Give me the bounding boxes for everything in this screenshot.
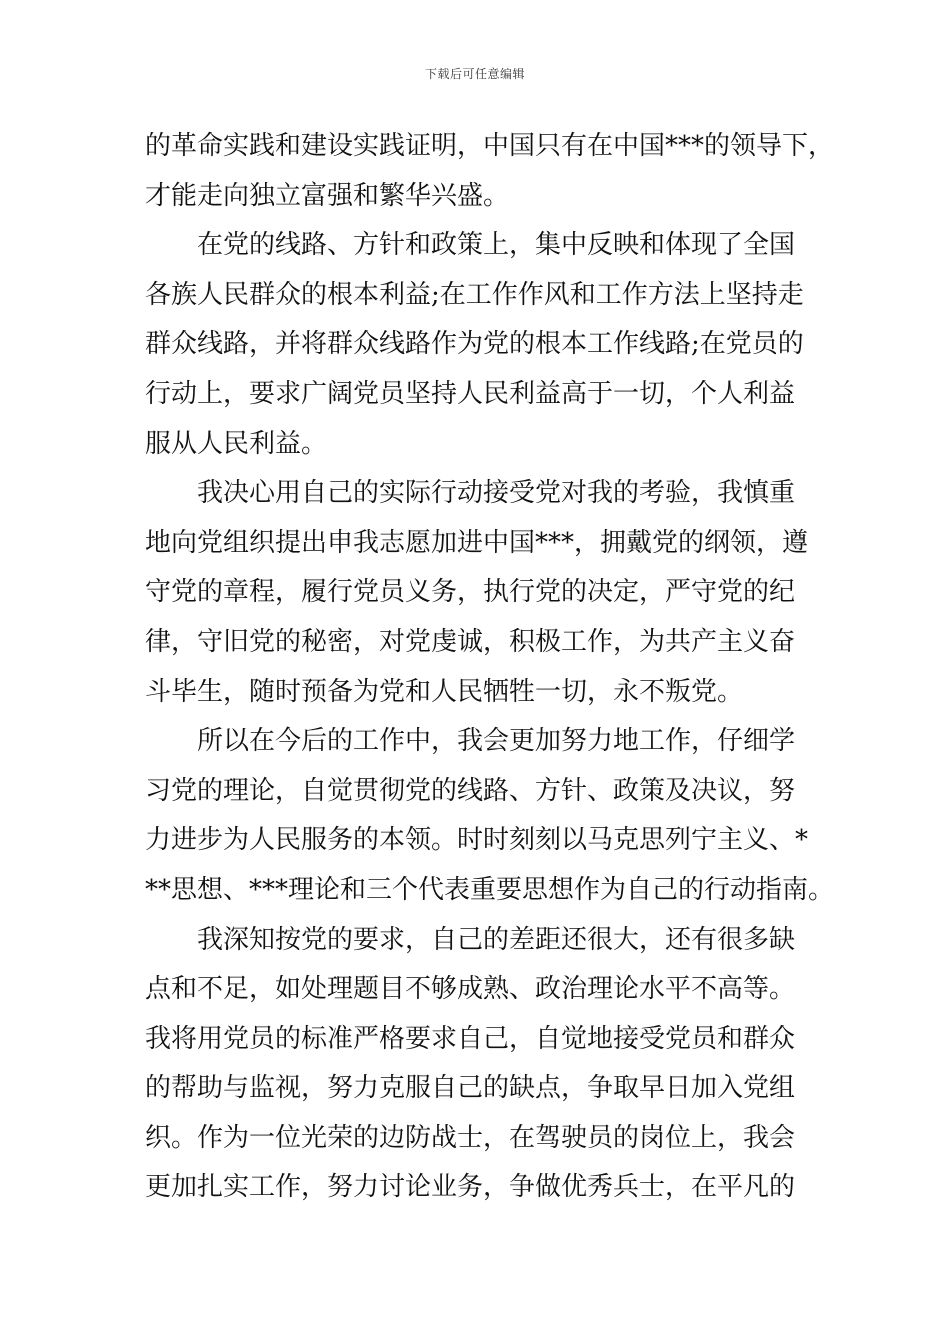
body-text bbox=[145, 122, 835, 1213]
text-line: 各族人民群众的根本利益;在工作作风和工作方法上坚持走 bbox=[145, 279, 804, 310]
text-line: 行动上，要求广阔党员坚持人民利益高于一切，个人利益 bbox=[145, 378, 796, 409]
text-line: 才能走向独立富强和繁华兴盛。 bbox=[145, 180, 510, 211]
text-line: 在党的线路、方针和政策上，集中反映和体现了全国 bbox=[145, 230, 796, 261]
text-line: 的帮助与监视，努力克服自己的缺点，争取早日加入党组 bbox=[145, 1073, 796, 1104]
text-line: **思想、***理论和三个代表重要思想作为自己的行动指南。 bbox=[145, 874, 835, 905]
text-line: 点和不足，如处理题目不够成熟、政治理论水平不高等。 bbox=[145, 974, 796, 1005]
page-header: 下载后可任意编辑 bbox=[424, 67, 525, 81]
text-line: 力进步为人民服务的本领。时时刻刻以马克思列宁主义、* bbox=[145, 825, 809, 856]
text-line: 服从人民利益。 bbox=[145, 428, 328, 459]
text-line: 我决心用自己的实际行动接受党对我的考验，我慎重 bbox=[145, 478, 796, 509]
text-line: 我深知按党的要求，自己的差距还很大，还有很多缺 bbox=[145, 924, 796, 955]
text-line: 群众线路，并将群众线路作为党的根本工作线路;在党员的 bbox=[145, 329, 804, 360]
text-line: 织。作为一位光荣的边防战士，在驾驶员的岗位上，我会 bbox=[145, 1122, 796, 1153]
text-line: 斗毕生，随时预备为党和人民牺牲一切，永不叛党。 bbox=[145, 676, 744, 707]
text-line: 习党的理论，自觉贯彻党的线路、方针、政策及决议，努 bbox=[145, 775, 796, 806]
text-line: 律，守旧党的秘密，对党虔诚，积极工作，为共产主义奋 bbox=[145, 626, 796, 657]
text-line: 的革命实践和建设实践证明，中国只有在中国***的领导下， bbox=[145, 131, 835, 161]
text-line: 地向党组织提出申我志愿加进中国***，拥戴党的纲领，遵 bbox=[145, 527, 809, 558]
text-line: 更加扎实工作，努力讨论业务，争做优秀兵士，在平凡的 bbox=[145, 1172, 796, 1203]
text-line: 我将用党员的标准严格要求自己，自觉地接受党员和群众 bbox=[145, 1023, 796, 1054]
text-line: 守党的章程，履行党员义务，执行党的决定，严守党的纪 bbox=[145, 577, 796, 608]
text-line: 所以在今后的工作中，我会更加努力地工作，仔细学 bbox=[145, 726, 796, 757]
